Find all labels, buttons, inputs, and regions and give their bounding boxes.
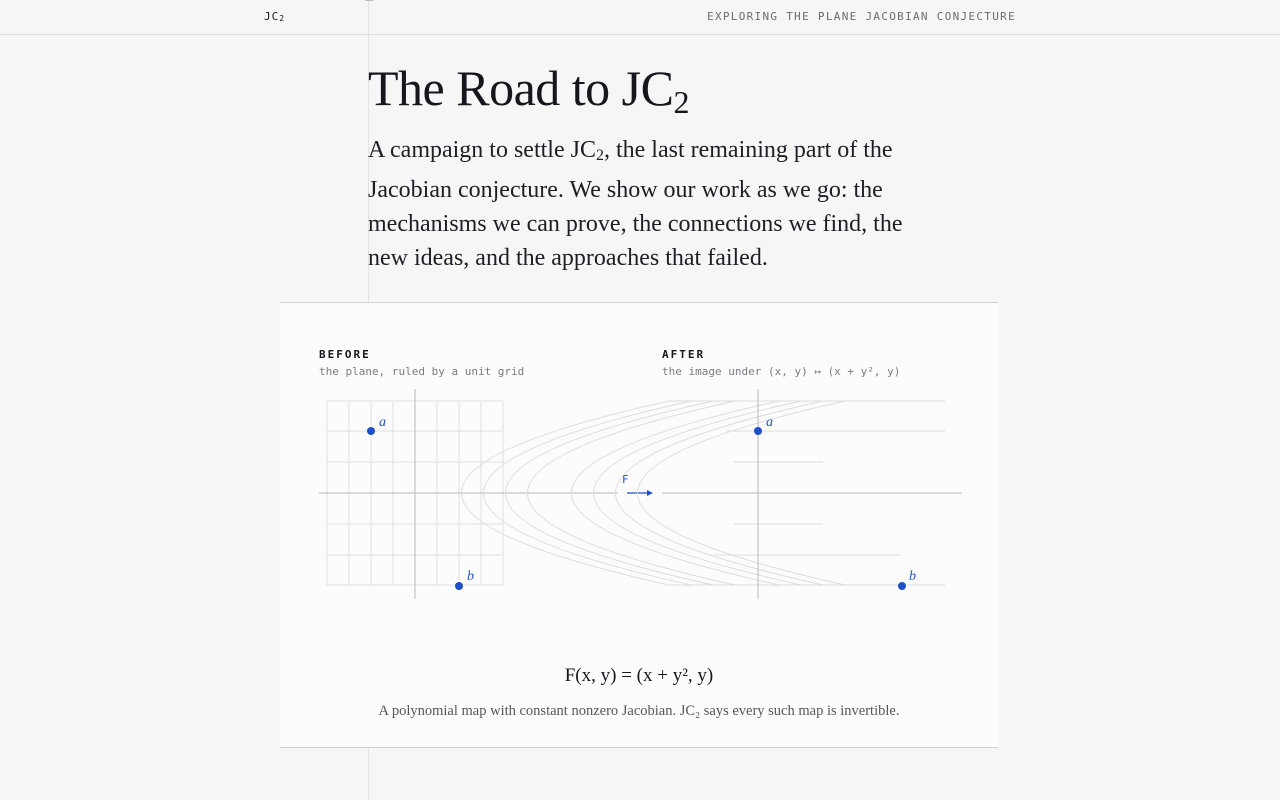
point-a-before: [367, 427, 375, 435]
page-title: [368, 58, 689, 132]
intro-text-end: , the last remaining part of the Jacobian conjecture. We show our work as we go: the mechanisms we can prove, the connections we find, the new ideas, and the approaches that failed.: [368, 137, 903, 271]
intro-paragraph: [368, 133, 928, 275]
top-bar: [0, 0, 1280, 35]
before-description: the plane, ruled by a unit grid: [319, 365, 525, 378]
point-a-after: [754, 427, 762, 435]
site-title[interactable]: EXPLORING THE PLANE JACOBIAN CONJECTURE: [707, 10, 1016, 23]
brand-text: JC: [264, 10, 280, 23]
margin-rule-tick: [365, 0, 373, 1]
point-b-after-label: b: [909, 569, 916, 584]
point-a-after-label: a: [766, 415, 773, 430]
point-a-before-label: a: [379, 415, 386, 430]
before-label: BEFORE: [319, 348, 371, 361]
after-description: the image under (x, y) ↦ (x + y², y): [662, 365, 901, 378]
map-arrow-icon: [627, 490, 653, 496]
point-b-before: [455, 582, 463, 590]
map-figure: [280, 302, 998, 748]
intro-subscript: 2: [595, 147, 604, 164]
page-title-subscript: 2: [673, 84, 689, 120]
after-label: AFTER: [662, 348, 706, 361]
before-axes: [319, 389, 618, 599]
brand-subscript: 2: [279, 14, 286, 23]
map-formula: F(x, y) = (x + y², y): [564, 665, 714, 686]
figure-caption: A polynomial map with constant nonzero Jacobian. JC₂ says every such map is invertible.: [378, 703, 900, 719]
point-b-after: [898, 582, 906, 590]
intro-text-start: A campaign to settle JC: [368, 137, 596, 163]
map-arrow-label: F: [622, 473, 629, 486]
page-title-text: The Road to JC: [368, 60, 674, 116]
point-b-before-label: b: [467, 569, 474, 584]
brand-logo[interactable]: [264, 10, 285, 23]
